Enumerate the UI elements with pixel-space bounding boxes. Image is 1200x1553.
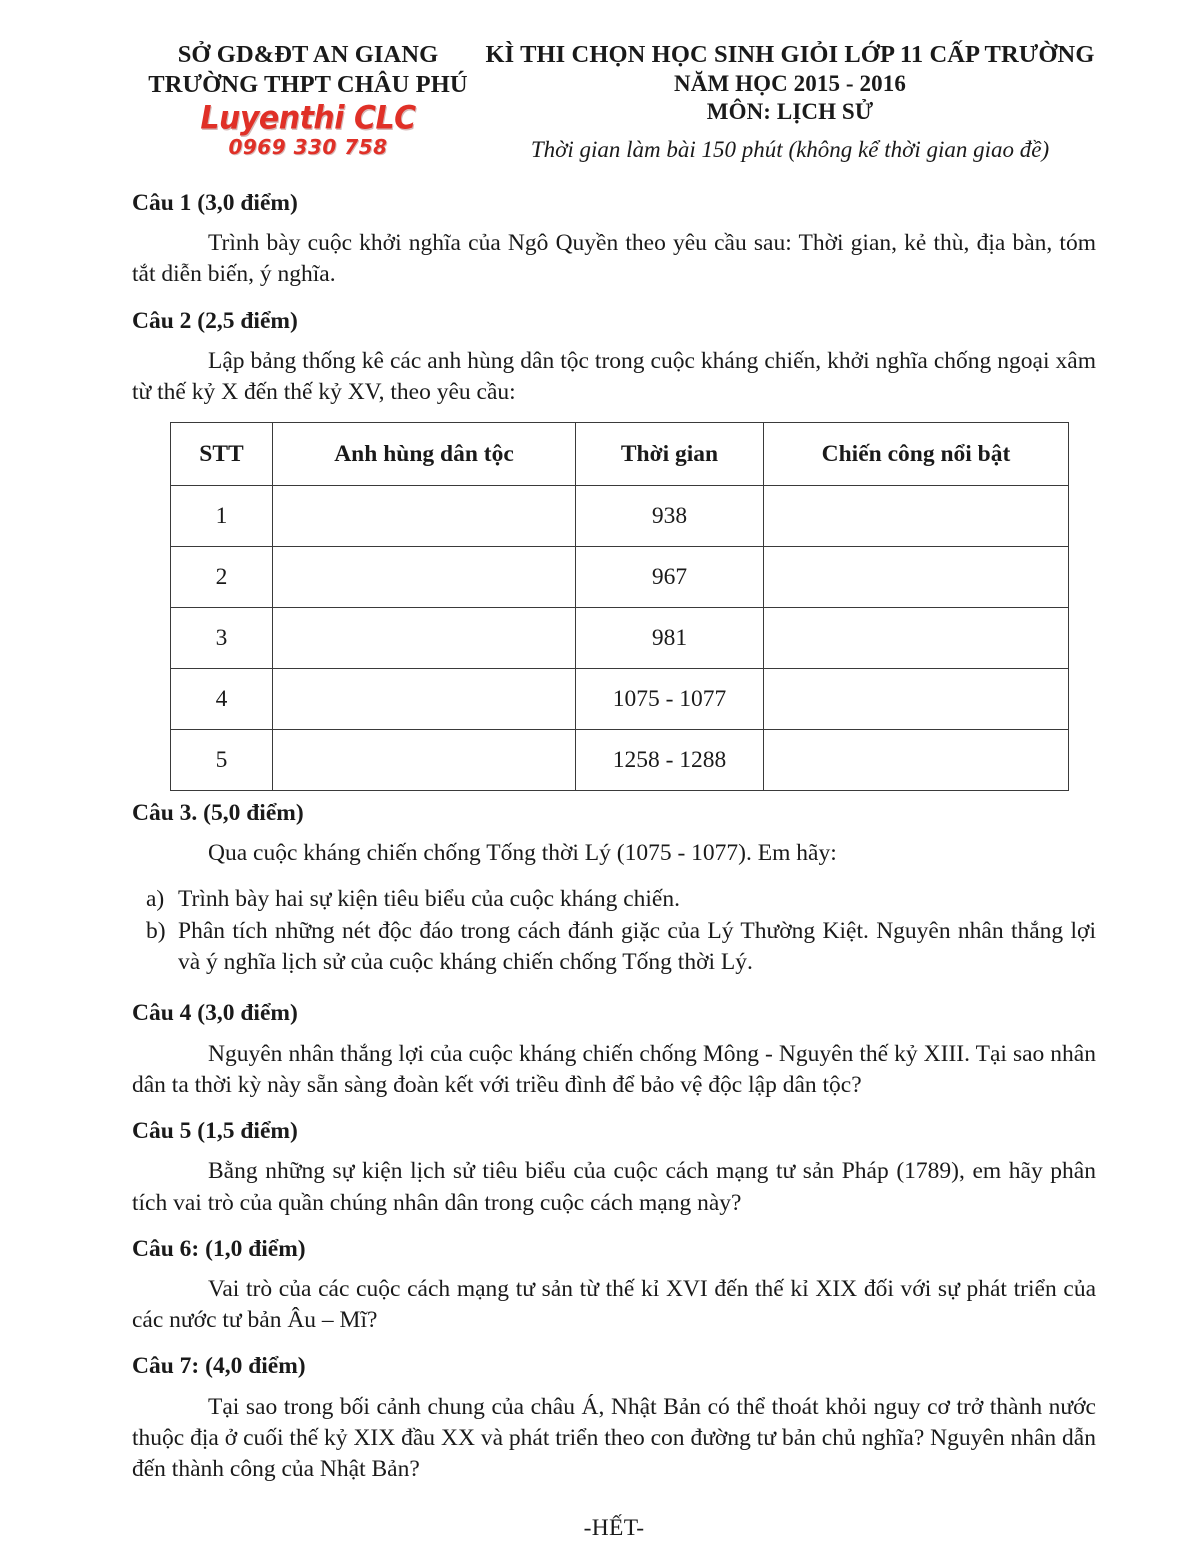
header-school-block [132, 38, 484, 157]
spacer [132, 979, 1096, 999]
question-5-body: Bằng những sự kiện lịch sử tiêu biểu của cuộc cách mạng tư sản Pháp (1789), em hãy phân tích vai trò của quần chúng nhân dân trong cuộc cách mạng này? [132, 1158, 1096, 1216]
table-row [171, 547, 1069, 608]
spacer [132, 1219, 1096, 1235]
question-1-body: Trình bày cuộc khởi nghĩa của Ngô Quyền theo yêu cầu sau: Thời gian, kẻ thù, địa bàn, tóm tắt diễn biến, ý nghĩa. [132, 230, 1096, 288]
question-3 [132, 799, 1096, 978]
question-7 [132, 1352, 1096, 1485]
question-1-title: Câu 1 (3,0 điểm) [132, 189, 298, 216]
exam-title: KÌ THI CHỌN HỌC SINH GIỎI LỚP 11 CẤP TRƯỜNG [485, 41, 1095, 68]
cell-hero[interactable] [273, 730, 576, 791]
question-2-body: Lập bảng thống kê các anh hùng dân tộc trong cuộc kháng chiến, khởi nghĩa chống ngoại xâm từ thế kỷ X đến thế kỷ XV, theo yêu cầu: [132, 347, 1096, 405]
cell-stt: 3 [171, 608, 273, 669]
table-row [171, 730, 1069, 791]
question-6-title: Câu 6: (1,0 điểm) [132, 1235, 306, 1262]
table-header-hero: Anh hùng dân tộc [273, 423, 576, 486]
table-row [171, 486, 1069, 547]
list-item [132, 884, 1096, 915]
question-5 [132, 1117, 1096, 1219]
cell-stt: 4 [171, 669, 273, 730]
cell-time: 981 [576, 608, 764, 669]
question-3-subitems [132, 884, 1096, 979]
table-header-feat: Chiến công nổi bật [764, 423, 1069, 486]
spacer [132, 1101, 1096, 1117]
table-header-stt: STT [171, 423, 273, 486]
exam-duration-note: Thời gian làm bài 150 phút (không kể thời gian giao đề) [530, 136, 1050, 162]
cell-hero[interactable] [273, 608, 576, 669]
cell-feat[interactable] [764, 486, 1069, 547]
cell-stt: 2 [171, 547, 273, 608]
cell-time: 1258 - 1288 [576, 730, 764, 791]
heroes-statistics-table [170, 422, 1069, 791]
question-4 [132, 999, 1096, 1101]
table-row [171, 608, 1069, 669]
list-item [132, 916, 1096, 979]
question-3-title: Câu 3. (5,0 điểm) [132, 800, 304, 827]
question-7-body: Tại sao trong bối cảnh chung của châu Á, Nhật Bản có thể thoát khỏi nguy cơ trở thành nước thuộc địa ở cuối thế kỷ XIX đầu XX và phát triển theo con đường tư bản chủ nghĩa? Nguyên nhân dẫn đến thành công của Nhật Bản? [132, 1393, 1096, 1483]
question-6-body: Vai trò của các cuộc cách mạng tư sản từ thế kỉ XVI đến thế kỉ XIX đối với sự phát triển của các nước tư bản Âu – Mĩ? [132, 1275, 1096, 1334]
cell-feat[interactable] [764, 547, 1069, 608]
list-marker-b: b) [146, 917, 166, 944]
cell-time: 938 [576, 486, 764, 547]
list-text-a: Trình bày hai sự kiện tiêu biểu của cuộc kháng chiến. [178, 885, 680, 912]
question-2 [132, 307, 1096, 409]
spacer [132, 291, 1096, 307]
question-4-body: Nguyên nhân thắng lợi của cuộc kháng chiến chống Mông - Nguyên thế kỷ XIII. Tại sao nhân dân ta thời kỳ này sẵn sàng đoàn kết với triều đình để bảo vệ độc lập dân tộc? [132, 1040, 1096, 1098]
spacer [132, 1336, 1096, 1352]
list-marker-a: a) [146, 885, 165, 912]
list-text-b: Phân tích những nét độc đáo trong cách đánh giặc của Lý Thường Kiệt. Nguyên nhân thắng lợi và ý nghĩa lịch sử của cuộc kháng chiến chống Tống thời Lý. [178, 917, 1096, 976]
document-body [0, 189, 1200, 1543]
heroes-table-wrapper [132, 422, 1096, 791]
question-6 [132, 1235, 1096, 1337]
table-header-time: Thời gian [576, 423, 764, 486]
question-3-body: Qua cuộc kháng chiến chống Tống thời Lý (1075 - 1077). Em hãy: [208, 840, 837, 867]
cell-hero[interactable] [273, 669, 576, 730]
logo-wordmark: Luyenthi CLC [200, 99, 416, 138]
question-1 [132, 189, 1096, 291]
school-year: NĂM HỌC 2015 - 2016 [674, 70, 906, 96]
cell-hero[interactable] [273, 547, 576, 608]
cell-feat[interactable] [764, 669, 1069, 730]
table-row [171, 669, 1069, 730]
cell-time: 967 [576, 547, 764, 608]
logo-phone-number: 0969 330 758 [228, 134, 388, 159]
question-7-title: Câu 7: (4,0 điểm) [132, 1353, 306, 1380]
cell-stt: 1 [171, 486, 273, 547]
table-header-row [171, 423, 1069, 486]
cell-feat[interactable] [764, 608, 1069, 669]
department-name: SỞ GD&ĐT AN GIANG [177, 41, 439, 68]
question-2-title: Câu 2 (2,5 điểm) [132, 307, 298, 334]
question-5-title: Câu 5 (1,5 điểm) [132, 1118, 298, 1145]
cell-feat[interactable] [764, 730, 1069, 791]
end-of-exam-marker: -HẾT- [583, 1515, 645, 1542]
luyenthi-clc-logo [132, 99, 484, 159]
school-name: TRƯỜNG THPT CHÂU PHÚ [148, 70, 468, 98]
cell-hero[interactable] [273, 486, 576, 547]
document-header [0, 0, 1200, 165]
cell-time: 1075 - 1077 [576, 669, 764, 730]
question-4-title: Câu 4 (3,0 điểm) [132, 1000, 298, 1027]
subject-name: MÔN: LỊCH SỬ [706, 98, 874, 124]
header-exam-block [484, 38, 1096, 165]
cell-stt: 5 [171, 730, 273, 791]
